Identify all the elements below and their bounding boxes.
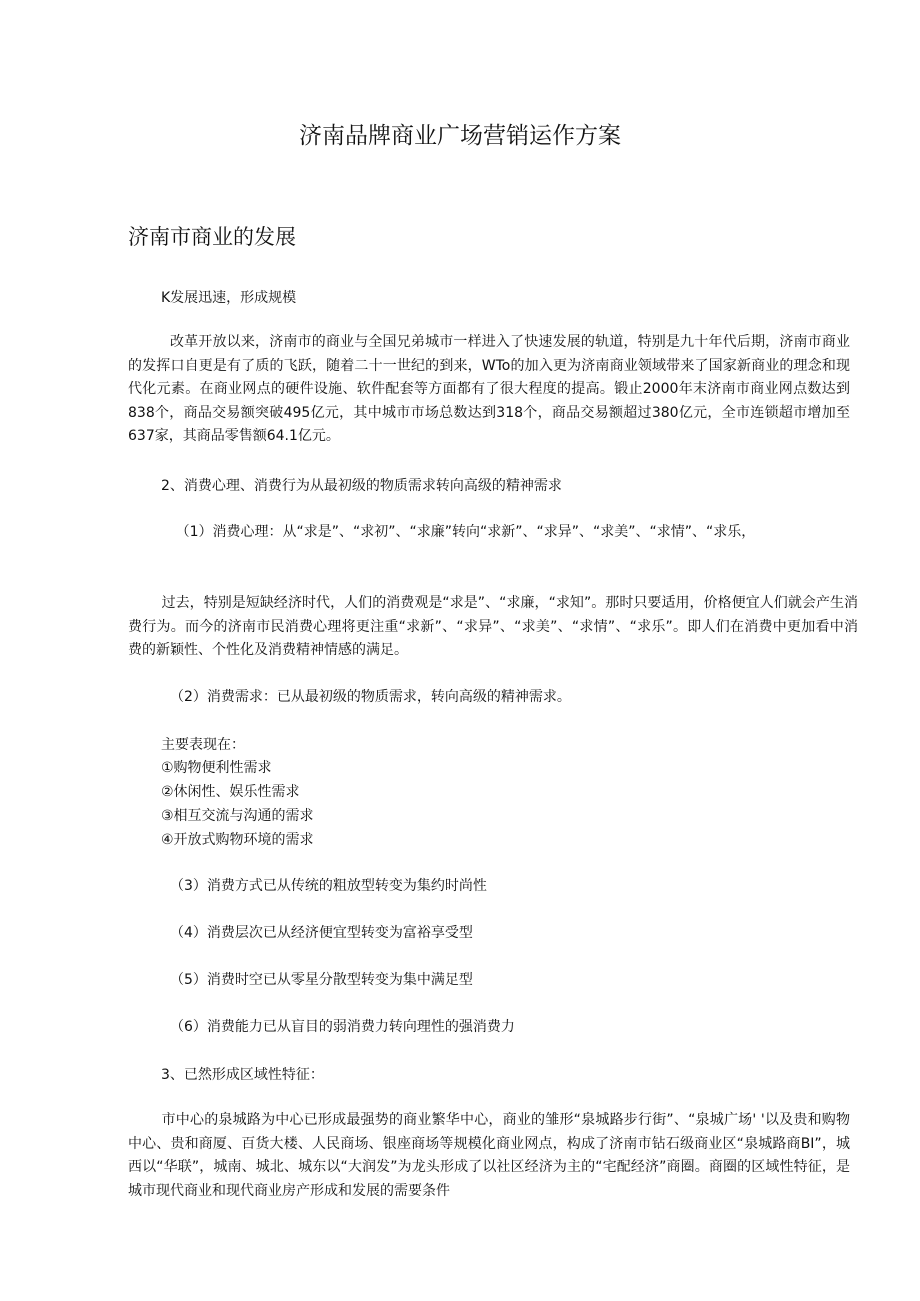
point1-paragraph: 改革开放以来，济南市的商业与全国兄弟城市一样进入了快速发展的轨道，特别是九十年代后期，济南市商业的发挥口自更是有了质的飞跃，随着二十一世纪的到来，WTo的加入更为济南商业领域带来了国家新商业的理念和现代化元素。在商业网点的硬件设施、软件配套等方面都有了很大程度的提高。锻止2000年末济南市商业网点数达到838个，商品交易额突破495亿元，其中城市市场总数达到318个，商品交易额超过380亿元，全市连锁超市增加至637家，其商品零售额64.1亿元。 xyxy=(128,334,850,444)
document-title: 济南品牌商业广场营销运作方案 xyxy=(299,123,621,149)
list-item: ③相互交流与沟通的需求 xyxy=(161,808,314,824)
consumer-demand-item: （2）消费需求：已从最初级的物质需求，转向高级的精神需求。 xyxy=(170,689,571,705)
list-item: ②休闲性、娱乐性需求 xyxy=(161,784,300,800)
consumption-mode-item: （3）消费方式已从传统的粗放型转变为集约时尚性 xyxy=(170,878,487,894)
consumption-level-item: （4）消费层次已从经济便宜型转变为富裕享受型 xyxy=(170,925,473,941)
list-item: ①购物便利性需求 xyxy=(161,760,272,776)
list-item: ④开放式购物环境的需求 xyxy=(161,832,314,848)
consumption-capacity-item: （6）消费能力已从盲目的弱消费力转向理性的强消费力 xyxy=(170,1019,515,1035)
point1-heading: K发展迅速，形成规模 xyxy=(161,290,297,306)
main-manifestations-label: 主要表现在： xyxy=(161,737,245,753)
consumer-psychology-item: （1）消费心理：从“求是”、“求初”、“求廉”转向“求新”、“求异”、“求美”、“求情”、“求乐， xyxy=(175,524,756,540)
section-heading: 济南市商业的发展 xyxy=(128,225,296,249)
point2-heading: 2、消费心理、消费行为从最初级的物质需求转向高级的精神需求 xyxy=(161,478,562,494)
point3-paragraph: 市中心的泉城路为中心已形成最强势的商业繁华中心，商业的雏形“泉城路步行街”、“泉城广场' '以及贵和购物中心、贵和商厦、百货大楼、人民商场、银座商场等规模化商业网点，构成了济南市钻石级商业区“泉城路商BI”，城西以“华联”，城南、城北、城东以“大润发”为龙头形成了以社区经济为主的“宅配经济”商圈。商圈的区域性特征，是城市现代商业和现代商业房产形成和发展的需要条件 xyxy=(128,1112,850,1199)
point3-heading: 3、已然形成区域性特征： xyxy=(161,1067,324,1083)
consumer-psychology-paragraph: 过去，特别是短缺经济时代，人们的消费观是“求是”、“求廉，“求知”。那时只要适用，价格便宜人们就会产生消费行为。而今的济南市民消费心理将更注重“求新”、“求异”、“求美”、“求情”、“求乐”。即人们在消费中更加看中消费的新颖性、个性化及消费精神情感的满足。 xyxy=(128,595,858,658)
consumption-time-space-item: （5）消费时空已从零星分散型转变为集中满足型 xyxy=(170,972,473,988)
